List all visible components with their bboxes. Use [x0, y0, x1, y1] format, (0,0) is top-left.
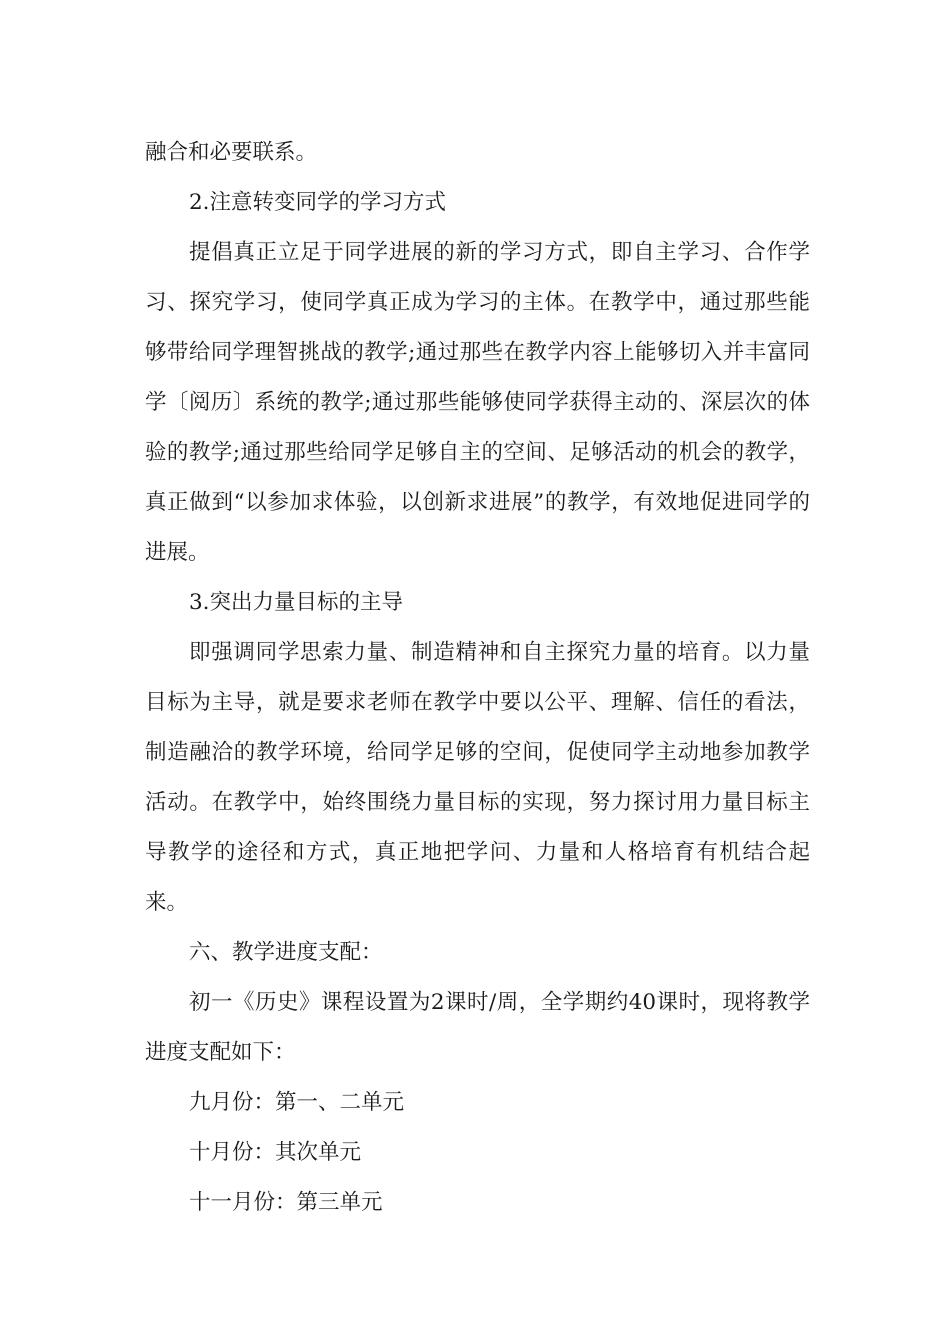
- paragraph-continuation: 融合和必要联系。: [145, 140, 318, 165]
- paragraph-ability-goals: 即强调同学思索力量、制造精神和自主探究力量的培育。以力量目标为主导，就是要求老师在教学中要以公平、理解、信任的看法，制造融洽的教学环境，给同学足够的空间，促使同学主动地参加教学活动。在教学中，始终围绕力量目标的实现，努力探讨用力量目标主导教学的途径和方式，真正地把学问、力量和人格培育有机结合起来。: [145, 640, 810, 915]
- section-heading-3: 3.突出力量目标的主导: [189, 590, 404, 615]
- document-body: [145, 128, 810, 1228]
- schedule-item-november: 十一月份：第三单元: [189, 1190, 383, 1215]
- section-heading-6: 六、教学进度支配：: [189, 940, 383, 965]
- section-heading-2: 2.注意转变同学的学习方式: [189, 190, 447, 215]
- paragraph-learning-methods: 提倡真正立足于同学进展的新的学习方式，即自主学习、合作学习、探究学习，使同学真正成为学习的主体。在教学中，通过那些能够带给同学理智挑战的教学;通过那些在教学内容上能够切入并丰富同学〔阅历〕系统的教学;通过那些能够使同学获得主动的、深层次的体验的教学;通过那些给同学足够自主的空间、足够活动的机会的教学，真正做到“以参加求体验，以创新求进展”的教学，有效地促进同学的进展。: [145, 240, 810, 565]
- schedule-item-october: 十月份：其次单元: [189, 1140, 362, 1165]
- schedule-item-september: 九月份：第一、二单元: [189, 1090, 405, 1115]
- paragraph-schedule-intro: 初一《历史》课程设置为2课时/周，全学期约40课时，现将教学进度支配如下：: [145, 990, 810, 1065]
